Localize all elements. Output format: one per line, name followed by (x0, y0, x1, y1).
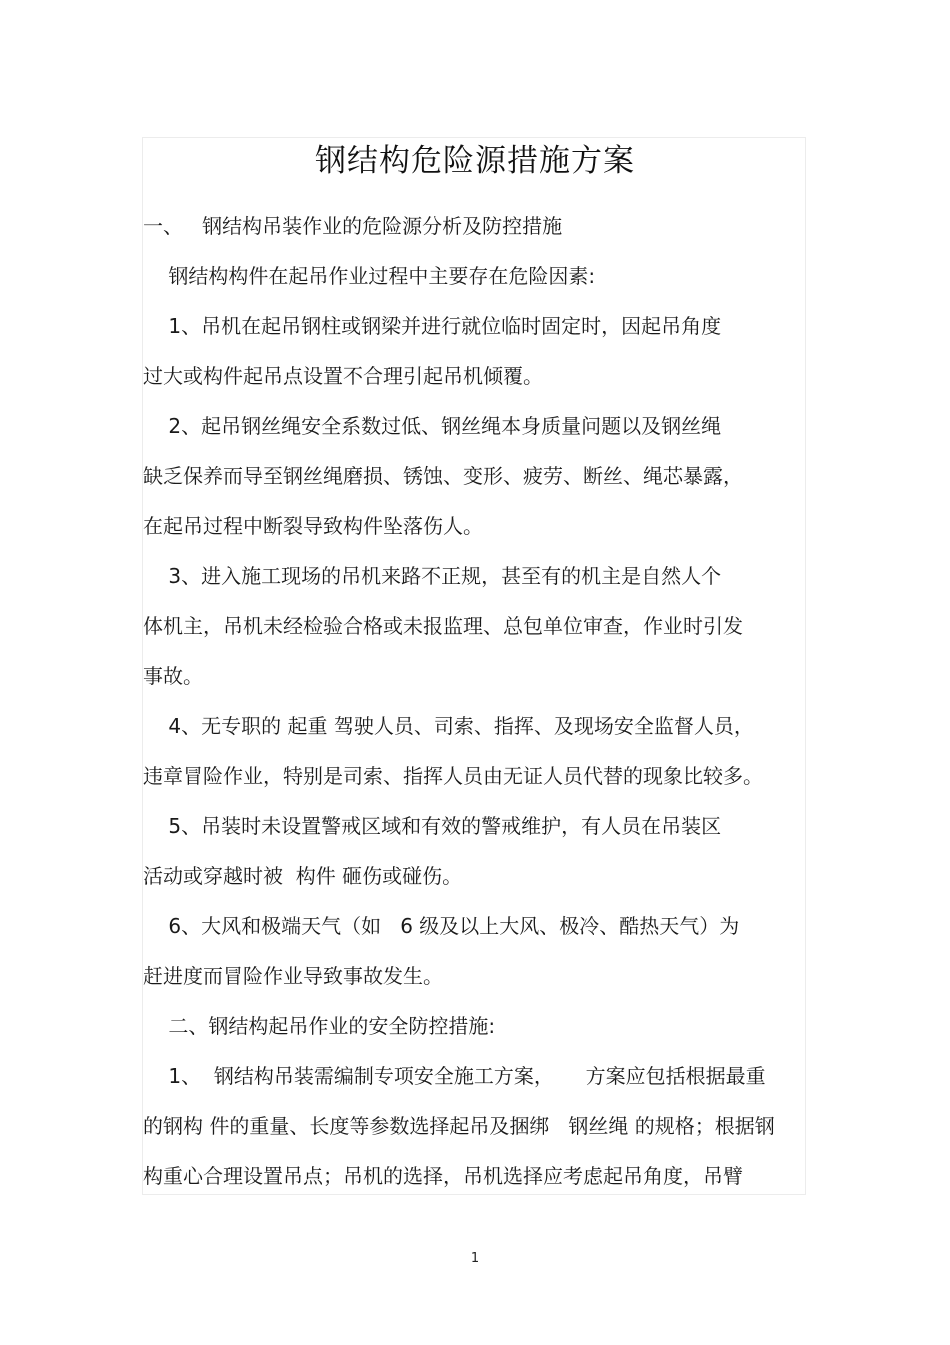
paragraph-line: 5、吊装时未设置警戒区域和有效的警戒维护，有人员在吊装区 (143, 814, 722, 838)
section-heading-2: 二、钢结构起吊作业的安全防控措施: (143, 1014, 496, 1038)
paragraph-line: 赶进度而冒险作业导致事故发生。 (143, 964, 443, 988)
paragraph-line: 钢结构构件在起吊作业过程中主要存在危险因素: (143, 264, 596, 288)
paragraph-line: 构重心合理设置吊点；吊机的选择，吊机选择应考虑起吊角度，吊臂 (143, 1164, 743, 1188)
paragraph-line: 在起吊过程中断裂导致构件坠落伤人。 (143, 514, 483, 538)
section-heading-1: 一、 钢结构吊装作业的危险源分析及防控措施 (143, 214, 563, 238)
paragraph-line: 事故。 (143, 664, 203, 688)
paragraph-line: 1、 钢结构吊装需编制专项安全施工方案， 方案应包括根据最重 (143, 1064, 766, 1088)
paragraph-line: 3、进入施工现场的吊机来路不正规，甚至有的机主是自然人个 (143, 564, 722, 588)
paragraph-line: 缺乏保养而导至钢丝绳磨损、锈蚀、变形、疲劳、断丝、绳芯暴露， (143, 464, 743, 488)
paragraph-line: 过大或构件起吊点设置不合理引起吊机倾覆。 (143, 364, 543, 388)
paragraph-line: 4、无专职的 起重 驾驶人员、司索、指挥、及现场安全监督人员， (143, 714, 754, 738)
paragraph-line: 违章冒险作业，特别是司索、指挥人员由无证人员代替的现象比较多。 (143, 764, 763, 788)
paragraph-line: 活动或穿越时被 构件 砸伤或碰伤。 (143, 864, 463, 888)
paragraph-line: 体机主，吊机未经检验合格或未报监理、总包单位审查，作业时引发 (143, 614, 743, 638)
paragraph-line: 1、吊机在起吊钢柱或钢梁并进行就位临时固定时，因起吊角度 (143, 314, 722, 338)
paragraph-line: 2、起吊钢丝绳安全系数过低、钢丝绳本身质量问题以及钢丝绳 (143, 414, 722, 438)
document-title: 钢结构危险源措施方案 (315, 143, 635, 179)
page-number: 1 (470, 1251, 480, 1266)
paragraph-line: 的钢构 件的重量、长度等参数选择起吊及捆绑 钢丝绳 的规格；根据钢 (143, 1114, 775, 1138)
paragraph-line: 6、大风和极端天气（如 6 级及以上大风、极冷、酷热天气）为 (143, 914, 740, 938)
